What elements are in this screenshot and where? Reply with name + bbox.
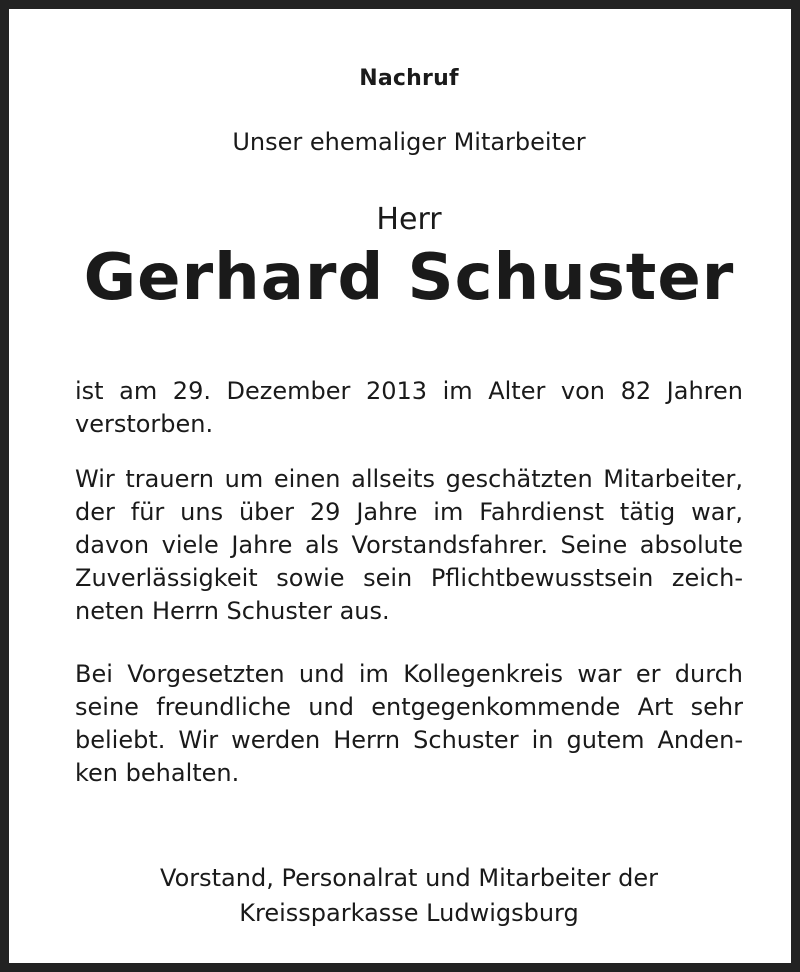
notice-subtitle: Unser ehemaliger Mitarbeiter	[232, 128, 586, 156]
paragraph-line: neten Herrn Schuster aus.	[75, 597, 390, 625]
paragraph-line: davon viele Jahre als Vorstandsfahrer. Seine absolute	[75, 531, 743, 559]
paragraph-line: ken behalten.	[75, 759, 240, 787]
honorific: Herr	[376, 202, 442, 237]
paragraph-death-date	[75, 375, 743, 441]
paragraph-line: Wir trauern um einen allseits geschätzten Mitarbeiter,	[75, 465, 743, 493]
paragraph-line: seine freundliche und entgegenkommende Art sehr	[75, 693, 743, 721]
deceased-name: Gerhard Schuster	[83, 241, 735, 315]
signature-organization: Kreissparkasse Ludwigsburg	[239, 899, 579, 927]
paragraph-remembrance	[75, 658, 743, 790]
paragraph-line: Zuverlässigkeit sowie sein Pflichtbewusstsein zeich-	[75, 564, 743, 592]
paragraph-line: ist am 29. Dezember 2013 im Alter von 82 Jahren	[75, 377, 743, 405]
paragraph-line: Bei Vorgesetzten und im Kollegenkreis war er durch	[75, 660, 743, 688]
paragraph-line: beliebt. Wir werden Herrn Schuster in gutem Anden-	[75, 726, 743, 754]
paragraph-tribute	[75, 463, 743, 628]
signature-line: Vorstand, Personalrat und Mitarbeiter der	[160, 864, 658, 892]
signature-block	[9, 861, 800, 931]
notice-heading: Nachruf	[359, 66, 459, 91]
paragraph-line: verstorben.	[75, 410, 214, 438]
paragraph-line: der für uns über 29 Jahre im Fahrdienst tätig war,	[75, 498, 743, 526]
